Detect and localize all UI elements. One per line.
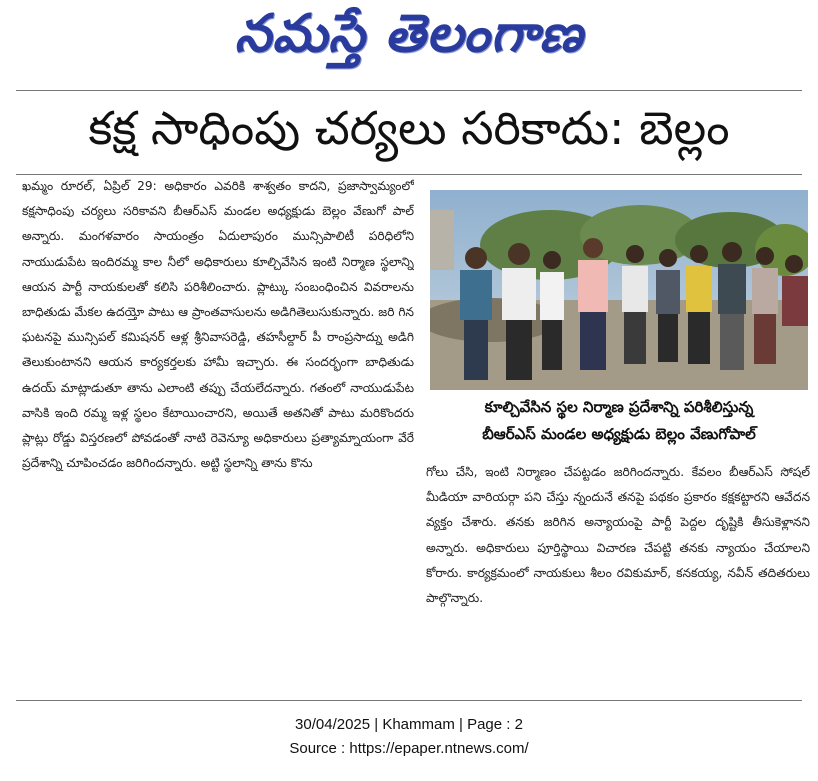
article-headline: కక్ష సాధింపు చర్యలు సరికాదు: బెల్లం	[88, 101, 730, 155]
footer-source-line: Source : https://epaper.ntnews.com/	[289, 740, 529, 757]
footer-date-line: 30/04/2025 | Khammam | Page : 2	[295, 716, 523, 733]
newspaper-logo: నమస్తే తెలంగాణ	[234, 3, 584, 64]
masthead	[0, 4, 818, 76]
caption-line-1: కూల్చివేసిన స్థల నిర్మాణ ప్రదేశాన్ని పరిశీలిస్తున్న	[484, 398, 754, 416]
article-body-left	[22, 174, 414, 692]
photo-caption	[430, 394, 808, 450]
news-photo	[430, 190, 808, 390]
article-text-left: ఖమ్మం రూరల్, ఏప్రిల్ 29: అధికారం ఎవరికి శాశ్వతం కాదని, ప్రజాస్వామ్యంలో కక్షసాధింపు చర్యలు సరికావని బీఆర్ఎస్ మండల అధ్యక్షుడు బెల్లం వేణుగో పాల్ అన్నారు. మంగళవారం సాయంత్రం ఏదులాపురం మున్సిపాలిటీ పరిధిలోని నాయుడుపేట ఇందిరమ్మ కాల నీలో అధికారులు కూల్చివేసిన ఇంటి నిర్మాణ స్థలాన్ని ఆయన పార్టీ నాయకులతో కలిసి పరిశీలించారు. ప్లాట్కు సంబంధించిన వివరాలను బాధితుడు మేకల ఉదయ్తో పాటు ఆ ప్రాంతవాసులను అడిగితెలుసుకున్నారు. జరి గిన ఘటనపై మున్సిపల్ కమిషనర్ ఆళ్ల శ్రీనివాసరెడ్డి, తహసీల్దార్ పీ రాంప్రసాద్ను అడిగి తెలుకుంటానని ఆయన కార్యకర్తలకు హామీ ఇచ్చారు. ఈ సందర్భంగా బాధితుడు ఉదయ్ మాట్లాడుతూ తాను ఎలాంటి తప్పు చేయలేదన్నారు. గతంలో నాయుడుపేట వాసికి ఇంది రమ్మ ఇళ్ల స్థలం కేటాయించారని, అయితే అతనితో పాటు మరికొందరు ప్లాట్లు రోడ్డు విస్తరణలో పోవడంతో నాటి రెవెన్యూ అధికారులు ప్రత్యామ్నాయంగా వేరే ప్రదేశాన్ని చూపించడం జరిగిందన్నారు. అట్టి స్థలాన్ని తాను కొను	[22, 179, 414, 471]
footer-divider	[16, 700, 802, 701]
header-divider	[16, 90, 802, 91]
article-text-right: గోలు చేసి, ఇంటి నిర్మాణం చేపట్టడం జరిగిందన్నారు. కేవలం బీఆర్ఎస్ సోషల్ మీడియా వారియర్గా పని చేస్తు న్నందునే తనపై పథకం ప్రకారం కక్షకట్టారని ఆవేదన వ్యక్తం చేశారు. తనకు జరిగిన అన్యాయంపై పార్టీ పెద్దల దృష్టికి తీసుకెళ్లానని అన్నారు. అధికారులు పూర్తిస్థాయి విచారణ చేపట్టి తనకు న్యాయం చేయాలని కోరారు. కార్యక్రమంలో నాయకులు శీలం రవికుమార్, కనకయ్య, నవీన్ తదితరులు పాల్గొన్నారు.	[426, 465, 810, 606]
article-body-right	[426, 460, 810, 692]
caption-line-2: బీఆర్ఎస్ మండల అధ్యక్షుడు బెల్లం వేణుగోపాల్	[482, 425, 756, 443]
photo-illustration	[430, 190, 808, 390]
